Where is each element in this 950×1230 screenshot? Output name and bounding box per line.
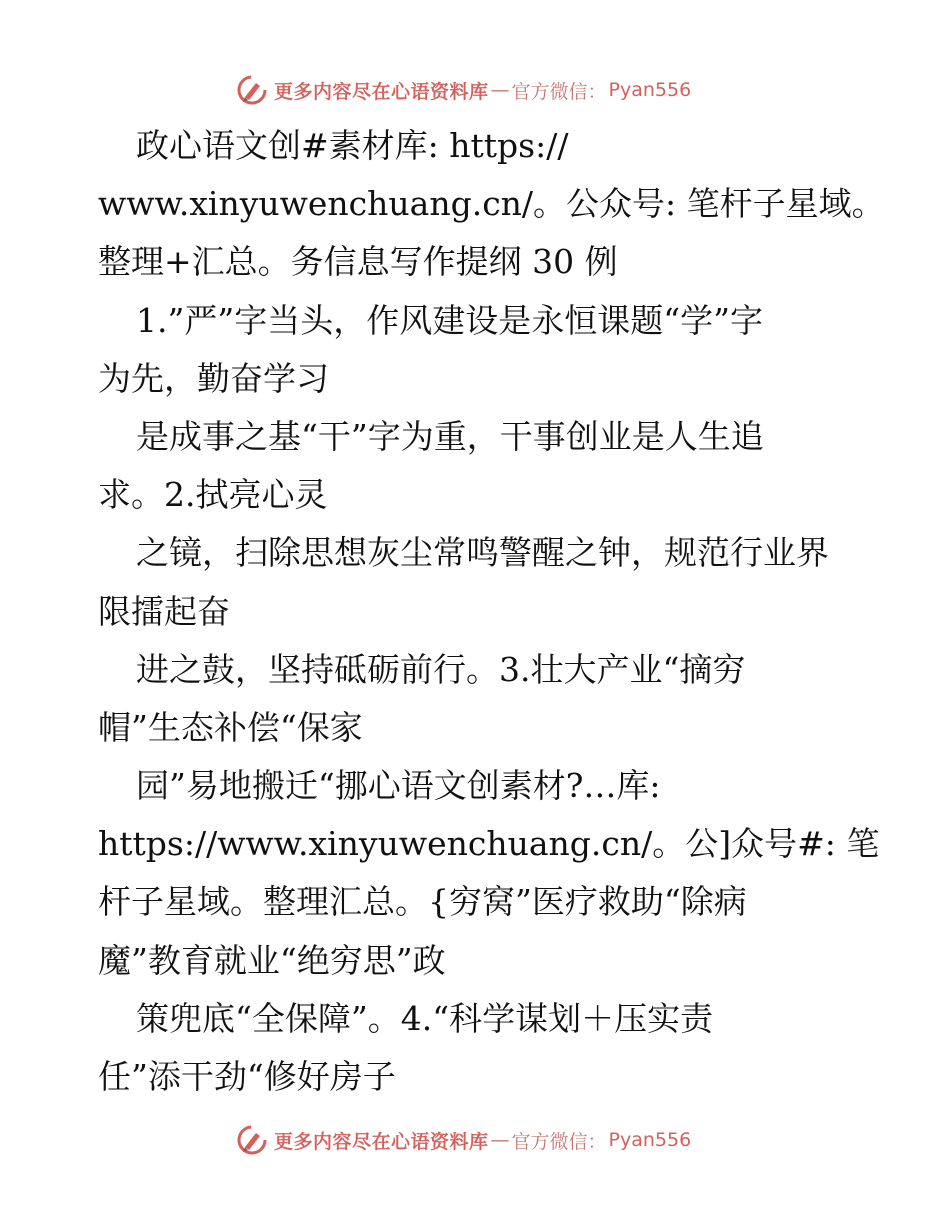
text-line: 限擂起奋 [98, 591, 230, 631]
pen-circle-logo-icon [236, 74, 268, 106]
text-line: 进之鼓，坚持砥砺前行。3.壮大产业“摘穷 [136, 649, 746, 689]
text-line: 求。2.拭亮心灵 [98, 475, 328, 515]
text-line: 政心语文创#素材库: https:// [136, 126, 569, 165]
text-line: https://www.xinyuwenchuang.cn/。公]众号#: 笔 [98, 824, 880, 864]
pen-circle-logo-icon [236, 1124, 268, 1156]
text-line: 为先，勤奋学习 [98, 358, 329, 398]
watermark-wechat-id: Pyan556 [608, 79, 692, 101]
watermark-separator: — [490, 1129, 510, 1151]
footer-watermark [236, 1122, 756, 1158]
watermark-label: 官方微信： [511, 80, 607, 103]
text-line: 任”添干劲“修好房子 [98, 1057, 396, 1096]
text-line: www.xinyuwenchuang.cn/。公众号: 笔杆子星域。 [98, 184, 885, 224]
text-line: 1.”严”字当头，作风建设是永恒课题“学”字 [136, 300, 763, 340]
text-line: 策兜底“全保障”。4.“科学谋划＋压实责 [136, 998, 714, 1038]
watermark-wechat-id: Pyan556 [608, 1129, 692, 1151]
text-line: 帽”生态补偿“保家 [98, 707, 363, 747]
document-body [98, 117, 885, 1106]
watermark-separator: — [490, 79, 510, 101]
watermark-text: 更多内容尽在心语资料库 [274, 1130, 489, 1153]
text-line: 魔”教育就业“绝穷思”政 [98, 940, 446, 980]
header-watermark [236, 72, 756, 108]
watermark-label: 官方微信： [511, 1130, 607, 1153]
watermark-text: 更多内容尽在心语资料库 [274, 80, 489, 103]
text-line: 园”易地搬迁“挪心语文创素材?…库: [136, 766, 661, 806]
text-line: 是成事之基“干”字为重，干事创业是人生追 [136, 416, 764, 456]
text-line: 杆子星域。整理汇总。{穷窝”医疗救助“除病 [98, 882, 747, 922]
text-line: 整理+汇总。务信息写作提纲 30 例 [98, 242, 618, 282]
text-line: 之镜，扫除思想灰尘常鸣警醒之钟，规范行业界 [136, 533, 829, 573]
